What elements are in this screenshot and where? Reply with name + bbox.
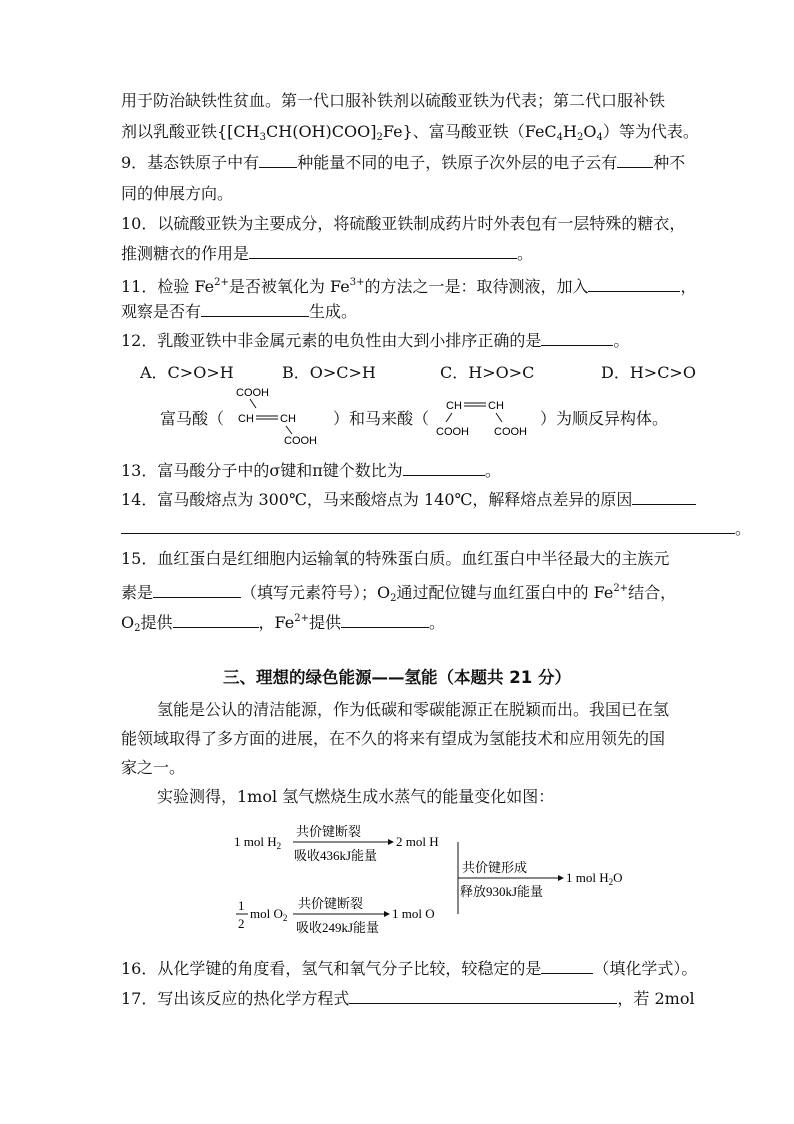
subscript: 2: [577, 132, 584, 143]
subscript: 2: [134, 623, 141, 634]
answer-blank[interactable]: [121, 519, 735, 534]
answer-blank[interactable]: [201, 302, 309, 317]
option-b[interactable]: B．O>C>H: [282, 363, 376, 382]
text: ，若 2mol: [617, 989, 695, 1008]
subscript: 3: [259, 132, 266, 143]
paragraph-line-1: [157, 699, 669, 721]
question-15: [121, 548, 669, 570]
option-d[interactable]: D．H>C>O: [601, 363, 696, 382]
answer-blank[interactable]: [632, 490, 696, 505]
text: 家之一。: [121, 758, 186, 777]
text: 。: [517, 244, 534, 263]
answer-blank[interactable]: [259, 153, 297, 168]
o-frac-num: 1: [238, 898, 245, 913]
text: 种能量不同的电子，铁原子次外层的电子云有: [297, 153, 618, 172]
isomer-text-3: [540, 408, 668, 430]
text: 富马酸（: [160, 409, 225, 428]
answer-blank[interactable]: [349, 989, 617, 1004]
section-heading: 三、理想的绿色能源——氢能（本题共 21 分）: [223, 668, 571, 687]
text: 剂以乳酸亚铁{[CH: [121, 122, 260, 141]
answer-blank[interactable]: [341, 613, 429, 628]
text: 氢能是公认的清洁能源，作为低碳和零碳能源正在脱颖而出。我国已在氢: [157, 700, 670, 719]
arrow-head: [558, 875, 564, 881]
text: 。: [613, 331, 630, 350]
text: 素是: [121, 583, 154, 602]
answer-blank[interactable]: [617, 153, 653, 168]
text: 结合，: [628, 583, 677, 602]
answer-blank[interactable]: [173, 613, 259, 628]
text: （填化学式）。: [593, 959, 698, 978]
text: ，: [680, 277, 697, 296]
text: ）和马来酸（: [333, 409, 430, 428]
option-c[interactable]: C．H>O>C: [440, 363, 535, 382]
question-9-cont: [121, 183, 233, 205]
text: 。: [428, 613, 445, 632]
text: 11．检验 Fe: [121, 277, 215, 296]
text: 9．基态铁原子中有: [121, 153, 260, 172]
option-a[interactable]: A．C>O>H: [140, 363, 234, 382]
text: O: [121, 613, 135, 632]
text: 17．写出该反应的热化学方程式: [121, 989, 350, 1008]
text: 观察是否有: [121, 302, 202, 321]
question-15-cont2: [121, 608, 445, 640]
arrow-head: [384, 911, 390, 917]
energy-diagram: [228, 818, 648, 948]
text: 13．富马酸分子中的σ键和π键个数比为: [121, 461, 403, 480]
ch-left: CH: [238, 413, 254, 425]
isomer-text-2: [333, 408, 429, 430]
text: 14．富马酸熔点为 300℃，马来酸熔点为 140℃，解释熔点差异的原因: [121, 490, 633, 509]
text: （填写元素符号）；O: [241, 583, 391, 602]
h-atoms-label: 2 mol H: [396, 834, 439, 849]
text: 提供: [308, 613, 341, 632]
subscript: 4: [596, 132, 603, 143]
question-14: [121, 489, 696, 511]
o-atom-label: 1 mol O: [392, 906, 435, 921]
question-11: [121, 272, 696, 298]
question-15-cont: [121, 578, 676, 610]
question-10-cont: [121, 243, 533, 265]
answer-blank[interactable]: [541, 331, 613, 346]
break-label-1: 共价键断裂: [296, 824, 362, 839]
question-11-cont: [121, 301, 357, 323]
absorb-label-2: 吸收249kJ能量: [296, 920, 380, 935]
text: 提供: [140, 613, 173, 632]
paragraph-line-3: [121, 757, 185, 779]
ch-right: CH: [488, 400, 504, 412]
cooh-right: COOH: [494, 426, 527, 438]
text: 16．从化学键的角度看，氢气和氧气分子比较，较稳定的是: [121, 959, 542, 978]
superscript: 2+: [613, 583, 629, 594]
answer-blank[interactable]: [153, 583, 241, 598]
answer-blank[interactable]: [588, 277, 680, 292]
text: 用于防治缺铁性贫血。第一代口服补铁剂以硫酸亚铁为代表；第二代口服补铁: [121, 91, 666, 110]
text: 是否被氧化为 Fe: [228, 277, 350, 296]
cooh-top: COOH: [236, 387, 269, 399]
text: 种不: [653, 153, 686, 172]
intro-line-2: [121, 121, 699, 149]
question-13: [121, 460, 501, 482]
text: ，Fe: [258, 613, 295, 632]
arrow-head: [388, 839, 394, 845]
question-17: [121, 988, 695, 1010]
superscript: 2+: [214, 277, 229, 288]
text: ）为顺反异构体。: [540, 409, 669, 428]
answer-blank[interactable]: [403, 461, 485, 476]
text: 10．以硫酸亚铁为主要成分，将硫酸亚铁制成药片时外表包有一层特殊的糖衣，: [121, 214, 686, 233]
text: ）等为代表。: [602, 122, 699, 141]
text: 。: [484, 461, 501, 480]
text: 同的伸展方向。: [121, 184, 234, 203]
o-frac-den: 2: [238, 916, 245, 931]
form-label: 共价键形成: [462, 860, 528, 875]
fumaric-acid-structure: [228, 384, 338, 448]
text: 15．血红蛋白是红细胞内运输氧的特殊蛋白质。血红蛋白中半径最大的主族元: [121, 549, 670, 568]
subscript: 2: [390, 593, 397, 604]
paragraph-line-2: [121, 728, 665, 750]
o2-label: mol $O_2$: [250, 906, 288, 923]
text: 的方法之一是：取待测液，加入: [364, 277, 589, 296]
text: Fe}、富马酸亚铁（FeC: [382, 122, 557, 141]
text: O: [583, 122, 597, 141]
text: CH(OH)COO]: [266, 122, 377, 141]
maleic-acid-structure: [434, 395, 544, 443]
cooh-left: COOH: [436, 426, 469, 438]
release-label: 释放930kJ能量: [460, 884, 544, 899]
absorb-label-1: 吸收436kJ能量: [294, 848, 378, 863]
intro-line-1: [121, 90, 665, 112]
text: 12．乳酸亚铁中非金属元素的电负性由大到小排序正确的是: [121, 331, 542, 350]
question-10: [121, 213, 685, 235]
isomer-text-1: [160, 408, 224, 430]
water-label: 1 mol $H_2O$: [566, 870, 623, 887]
paragraph-line-4: [157, 786, 554, 808]
question-16: [121, 958, 697, 980]
subscript: 2: [376, 132, 383, 143]
ch-right: CH: [280, 413, 296, 425]
ch-left: CH: [446, 400, 462, 412]
text: 通过配位键与血红蛋白中的 Fe: [396, 583, 614, 602]
question-12: [121, 330, 629, 352]
answer-blank[interactable]: [541, 959, 593, 974]
superscript: 3+: [349, 277, 365, 288]
subscript: 4: [556, 132, 564, 143]
break-label-2: 共价键断裂: [298, 896, 364, 911]
text: 实验测得，1mol 氢气燃烧生成水蒸气的能量变化如图：: [157, 787, 555, 806]
h2-label: 1 mol $H_2$: [234, 834, 282, 851]
text: 推测糖衣的作用是: [121, 244, 250, 263]
text: 生成。: [309, 302, 358, 321]
superscript: 2+: [294, 613, 309, 624]
answer-blank[interactable]: [249, 244, 517, 259]
question-14-cont: [121, 518, 751, 540]
text: H: [563, 122, 577, 141]
question-9: [121, 152, 685, 174]
text: 。: [735, 519, 752, 538]
cooh-bottom: COOH: [284, 435, 317, 447]
text: 能领域取得了多方面的进展，在不久的将来有望成为氢能技术和应用领先的国: [121, 729, 666, 748]
